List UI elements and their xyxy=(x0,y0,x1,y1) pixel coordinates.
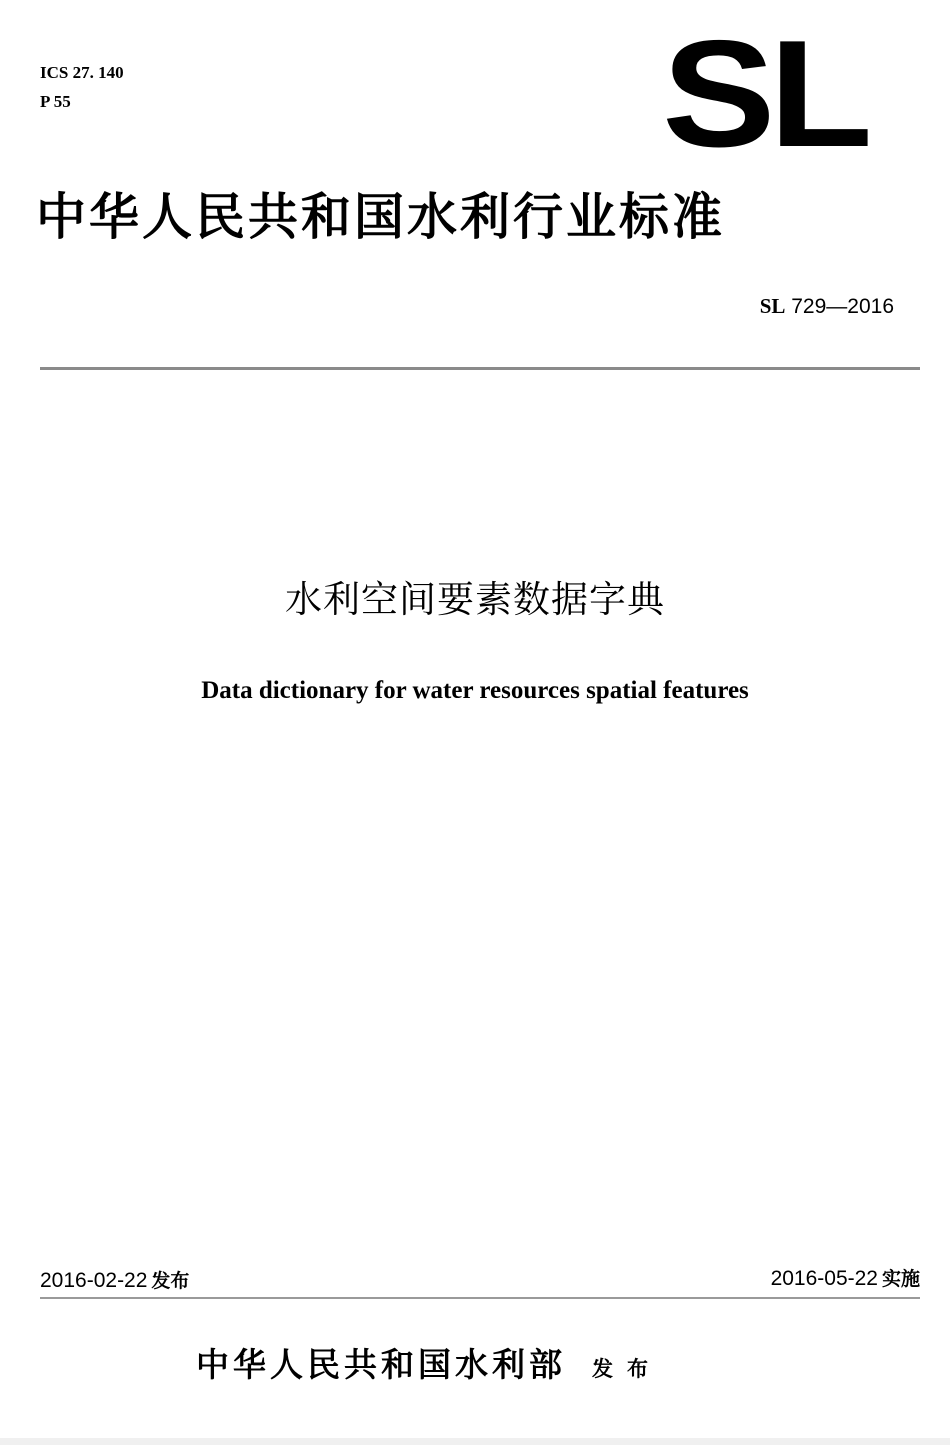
implement-label: 实施 xyxy=(881,1268,920,1290)
publisher-organization: 中华人民共和国水利部 xyxy=(196,1345,566,1384)
ics-code: ICS 27. 140 xyxy=(40,63,124,82)
document-title-chinese: 水利空间要素数据字典 xyxy=(285,578,665,621)
implement-date-line xyxy=(771,1264,920,1293)
top-divider xyxy=(40,367,920,370)
standard-category-title: 中华人民共和国水利行业标准 xyxy=(36,188,725,246)
ccs-code: P 55 xyxy=(40,92,71,111)
classification-codes xyxy=(40,58,124,116)
implement-date: 2016-05-22 xyxy=(770,1267,878,1290)
page-bottom-edge xyxy=(0,1438,950,1445)
publisher-line xyxy=(196,1342,662,1392)
standard-number-prefix: SL xyxy=(759,294,786,318)
issue-date: 2016-02-22 xyxy=(40,1269,148,1292)
bottom-divider xyxy=(40,1297,920,1299)
issue-date-line xyxy=(40,1266,189,1295)
document-title-english: Data dictionary for water resources spatial features xyxy=(201,677,749,704)
issue-label: 发布 xyxy=(151,1270,190,1292)
sl-logo: SL xyxy=(662,34,867,154)
standard-number-value: 729—2016 xyxy=(785,295,894,318)
standard-number xyxy=(760,292,894,321)
publisher-action: 发布 xyxy=(592,1357,662,1381)
